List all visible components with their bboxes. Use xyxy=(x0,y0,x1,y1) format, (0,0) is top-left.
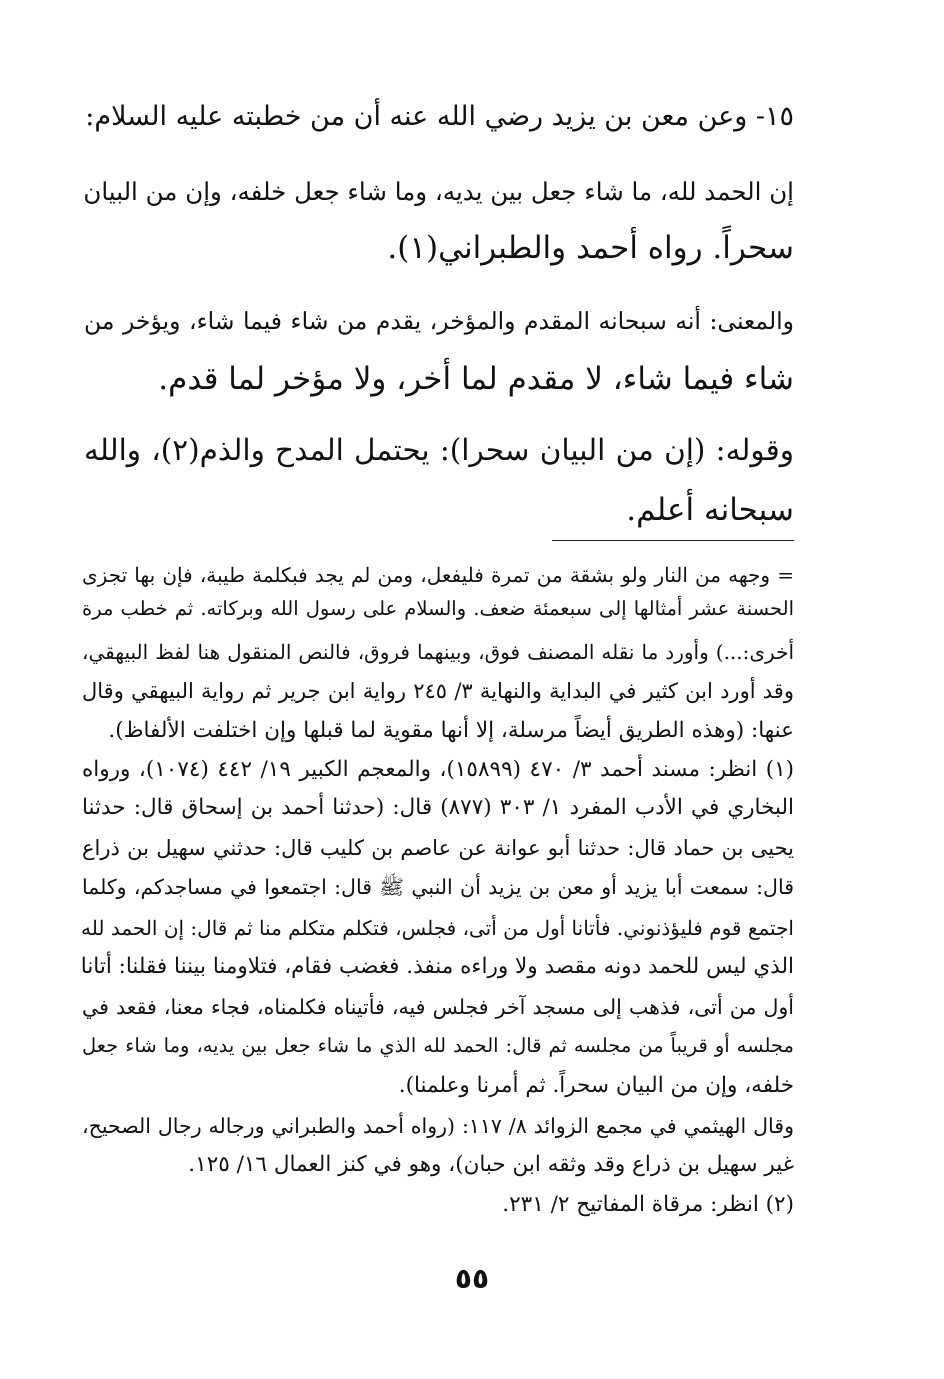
main-line-1: ١٥- وعن معن بن يزيد رضي الله عنه أن من خطبته عليه السلام: xyxy=(85,101,794,132)
footnote-line-17: (٢) انظر: مرقاة المفاتيح ٢/ ٢٣١. xyxy=(502,1192,794,1217)
footnote-line-4: وقد أورد ابن كثير في البداية والنهاية ٣/ ٢٤٥ رواية ابن جرير ثم رواية البيهقي وقال xyxy=(82,679,794,703)
footnote-line-16: غير سهيل بن ذراع وقد وثقه ابن حبان)، وهو في كنز العمال ١٦/ ١٢٥. xyxy=(188,1152,794,1177)
footnote-line-7: البخاري في الأدب المفرد ١/ ٣٠٣ (٨٧٧) قال: (حدثنا أحمد بن إسحاق قال: حدثنا xyxy=(82,795,794,820)
main-line-4: والمعنى: أنه سبحانه المقدم والمؤخر، يقدم من شاء فيما شاء، ويؤخر من xyxy=(84,307,794,335)
footnote-line-3: أخرى:...) وأورد ما نقله المصنف فوق، وبينهما فروق، فالنص المنقول هنا لفظ البيهقي، xyxy=(82,640,794,664)
footnote-line-8: يحيى بن حماد قال: حدثنا أبو عوانة عن عاصم بن كليب قال: حدثني سهيل بن ذراع xyxy=(82,836,794,860)
footnote-separator xyxy=(552,540,794,541)
page-number: ٥٥ xyxy=(454,1262,490,1295)
footnote-line-11: الذي ليس للحمد دونه مقصد ولا وراءه منفذ. فغضب فقام، فتلاومنا بيننا فقلنا: أتانا xyxy=(80,954,794,979)
footnote-line-14: خلفه، وإن من البيان سحراً. ثم أمرنا وعلمنا). xyxy=(398,1073,794,1098)
footnote-line-15: وقال الهيثمي في مجمع الزوائد ٨/ ١١٧: (رواه أحمد والطبراني ورجاله رجال الصحيح، xyxy=(82,1114,794,1138)
footnote-line-10: اجتمع قوم فليؤذنوني. فأتانا أول من أتى، فجلس، فتكلم متكلم منا ثم قال: إن الحمد لله xyxy=(81,916,794,940)
footnote-line-5: عنها: (وهذه الطريق أيضاً مرسلة، إلا أنها مقوية لما قبلها وإن اختلفت الألفاظ). xyxy=(108,718,794,743)
main-line-5: شاء فيما شاء، لا مقدم لما أخر، ولا مؤخر لما قدم. xyxy=(158,361,794,397)
main-line-6: وقوله: (إن من البيان سحرا): يحتمل المدح والذم(٢)، والله xyxy=(84,433,794,467)
footnote-line-2: الحسنة عشر أمثالها إلى سبعمئة ضعف. والسلام على رسول الله وبركاته. ثم خطب مرة xyxy=(82,597,794,620)
footnote-line-12: أول من أتى، فذهب إلى مسجد آخر فجلس فيه، فأتيناه فكلمناه، فجاء معنا، فقعد في xyxy=(82,995,794,1019)
footnote-line-6: (١) انظر: مسند أحمد ٣/ ٤٧٠ (١٥٨٩٩)، والمعجم الكبير ١٩/ ٤٤٢ (١٠٧٤)، ورواه xyxy=(82,757,795,782)
footnote-line-13: مجلسه أو قريباً من مجلسه ثم قال: الحمد لله الذي ما شاء جعل بين يديه، وما شاء جعل xyxy=(82,1034,794,1057)
main-line-7: سبحانه أعلم. xyxy=(626,492,794,528)
footnote-line-1: = وجهه من النار ولو بشقة من تمرة فليفعل، ومن لم يجد فبكلمة طيبة، فإن بها تجزى xyxy=(82,563,794,587)
main-line-3: سحراً. رواه أحمد والطبراني(١). xyxy=(387,230,794,266)
footnote-line-9: قال: سمعت أبا يزيد أو معن بن يزيد أن النبي ﷺ قال: اجتمعوا في مساجدكم، وكلما xyxy=(82,875,794,899)
main-line-2: إن الحمد لله، ما شاء جعل بين يديه، وما شاء جعل خلفه، وإن من البيان xyxy=(83,177,794,206)
